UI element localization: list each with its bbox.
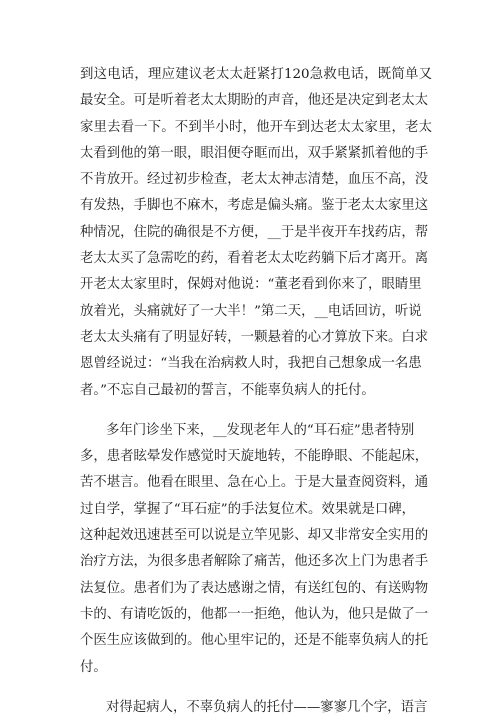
- text-line: 老太太头痛有了明显好转，一颗悬着的心才算放下来。白求: [80, 329, 429, 345]
- paragraph-gap: [80, 681, 432, 695]
- text-line: 开老太太家里时，保姆对他说：“董老看到你来了，眼睛里: [80, 277, 422, 293]
- text-line: 太看到他的第一眼，眼泪便夺眶而出，双手紧紧抓着他的手: [80, 145, 429, 161]
- text-line: 种情况，住院的确很是不方便，__于是半夜开车找药店，帮: [80, 224, 429, 240]
- text-line: 法复位。患者们为了表达感谢之情，有送红包的、有送购物: [80, 580, 429, 596]
- text-line: 恩曾经说过：“当我在治病救人时，我把自己想象成一名患: [80, 356, 422, 372]
- text-line: 多，患者眩晕发作感觉时天旋地转，不能睁眼、不能起床，: [80, 449, 429, 465]
- text-line: 苦不堪言。他看在眼里、急在心上。于是大量查阅资料，通: [80, 475, 429, 491]
- text-line: 付。: [80, 659, 107, 675]
- text-line: 放着光，头痛就好了一大半！”第二天，__电话回访，听说: [80, 303, 422, 319]
- text-line: 过自学，掌握了“耳石症”的手法复位术。效果就是口碑，: [80, 501, 416, 517]
- paragraph-2: [80, 418, 432, 681]
- text-line: 卡的、有请吃饭的，他都一一拒绝，他认为，他只是做了一: [80, 606, 429, 622]
- text-line: 多年门诊坐下来，__发现老年人的“耳石症”患者特别: [106, 422, 415, 438]
- text-line: 治疗方法，为很多患者解除了痛苦，他还多次上门为患者手: [80, 554, 429, 570]
- paragraph-1: [80, 62, 432, 404]
- text-line: 不肯放开。经过初步检查，老太太神志清楚，血压不高，没: [80, 172, 429, 188]
- document-body: [80, 62, 432, 721]
- text-line: 有发热，手脚也不麻木，考虑是偏头痛。鉴于老太太家里这: [80, 198, 429, 214]
- text-line: 到这电话，理应建议老太太赶紧打120急救电话，既简单又: [80, 67, 432, 82]
- text-line: 这种起效迅速甚至可以说是立竿见影、却又非常安全实用的: [80, 528, 429, 544]
- text-line: 个医生应该做到的。他心里牢记的，还是不能辜负病人的托: [80, 633, 429, 649]
- text-line: 对得起病人，不辜负病人的托付——寥寥几个字，语言: [106, 699, 428, 715]
- paragraph-gap: [80, 404, 432, 418]
- paragraph-3: [80, 695, 432, 721]
- text-line: 家里去看一下。不到半小时，他开车到达老太太家里，老太: [80, 119, 432, 135]
- text-line: 老太太买了急需吃的药，看着老太太吃药躺下后才离开。离: [80, 251, 429, 267]
- text-line: 者。”不忘自己最初的誓言，不能辜负病人的托付。: [80, 382, 375, 398]
- text-line: 最安全。可是听着老太太期盼的声音，他还是决定到老太太: [80, 93, 429, 109]
